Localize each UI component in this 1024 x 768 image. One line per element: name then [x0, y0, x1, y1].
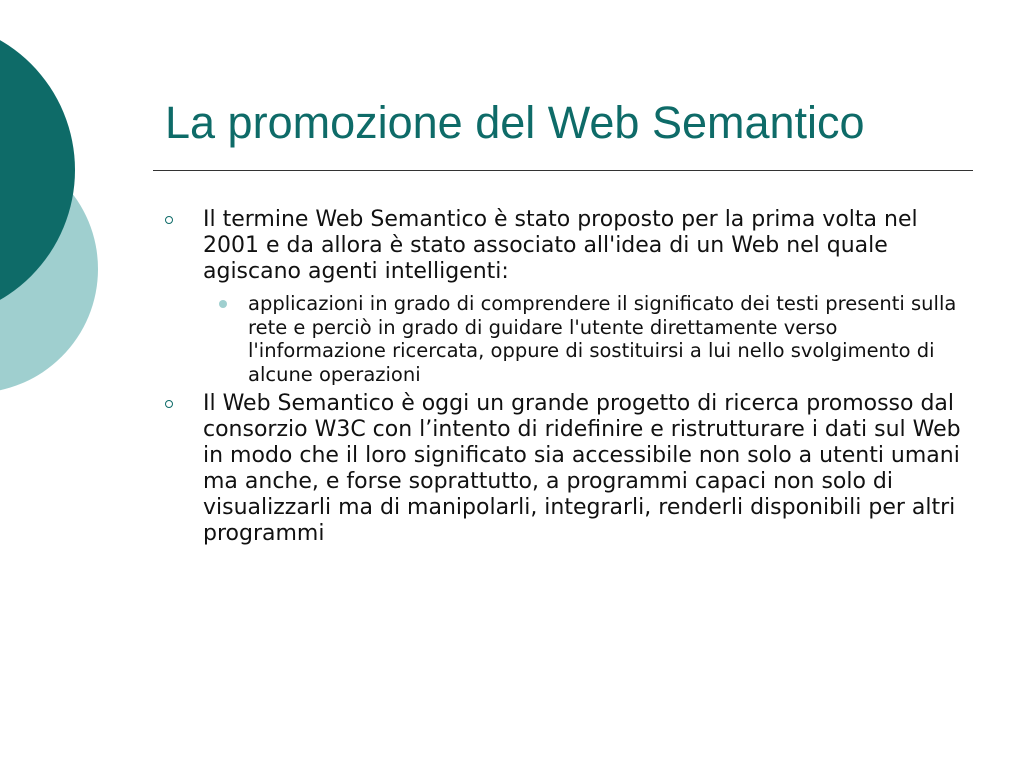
title-divider — [153, 170, 973, 171]
sub-bullet-item — [210, 292, 965, 386]
slide-content — [165, 207, 965, 554]
bullet-item — [165, 391, 965, 547]
bullet-text: Il Web Semantico è oggi un grande progetto di ricerca promosso dal consorzio W3C con l’intento di ridefinire e ristrutturare i dati sul Web in modo che il loro significato sia accessibile non solo a utenti umani ma anche, e forse soprattutto, a programmi capaci non solo di visualizzarli ma di manipolarli, integrarli, renderli disponibili per altri programmi — [203, 391, 961, 546]
hollow-circle-bullet-icon — [165, 216, 173, 224]
hollow-circle-bullet-icon — [165, 400, 173, 408]
sub-bullet-text: applicazioni in grado di comprendere il significato dei testi presenti sulla rete e perciò in grado di guidare l'utente direttamente verso l'informazione ricercata, oppure di sostituirsi a lui nello svolgimento di alcune operazioni — [248, 292, 957, 386]
bullet-text: Il termine Web Semantico è stato proposto per la prima volta nel 2001 e da allora è stato associato all'idea di un Web nel quale agiscano agenti intelligenti: — [203, 207, 918, 284]
bullet-item — [165, 207, 965, 285]
slide-title: La promozione del Web Semantico — [165, 97, 865, 148]
filled-circle-bullet-icon — [219, 300, 227, 308]
